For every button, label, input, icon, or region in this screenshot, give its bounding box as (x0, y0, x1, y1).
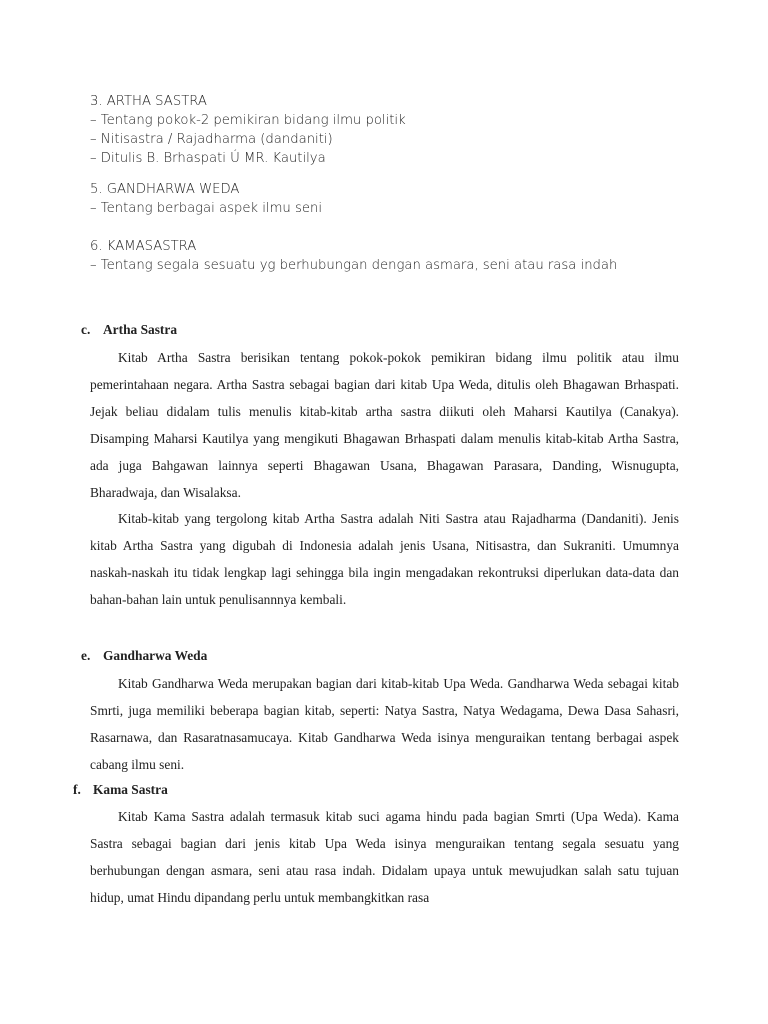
paragraph: Kitab Artha Sastra berisikan tentang pokok-pokok pemikiran bidang ilmu politik atau ilmu pemerintahaan negara. Artha Sastra sebagai bagian dari kitab Upa Weda, ditulis oleh Bhagawan Brhaspati. Jejak beliau didalam tulis menulis kitab-kitab artha sastra diikuti oleh Maharsi Kautilya (Canakya). Disamping Maharsi Kautilya yang mengikuti Bhagawan Brhaspati dalam menulis kitab-kitab Artha Sastra, ada juga Bahgawan lainnya seperti Bhagawan Usana, Bhagawan Parasara, Danding, Wisnugupta, Bharadwaja, dan Wisalaksa. (90, 350, 679, 500)
summary-line: – Tentang segala sesuatu yg berhubungan dengan asmara, seni atau rasa indah (90, 258, 618, 273)
paragraph: Kitab-kitab yang tergolong kitab Artha Sastra adalah Niti Sastra atau Rajadharma (Dandaniti). Jenis kitab Artha Sastra yang digubah di Indonesia adalah jenis Usana, Nitisastra, dan Sukraniti. Umumnya naskah-naskah itu tidak lengkap lagi sehingga bila ingin mengadakan rekontruksi diperlukan data-data dan bahan-bahan lain untuk penulisannnya kembali. (90, 511, 679, 607)
section-title: Gandharwa Weda (103, 648, 208, 663)
section-heading-artha-sastra (81, 322, 177, 338)
summary-kamasastra (90, 237, 730, 275)
section-heading-kama-sastra (73, 782, 168, 798)
section-heading-gandharwa-weda (81, 648, 207, 664)
section-title: Artha Sastra (103, 322, 178, 337)
summary-line: – Tentang berbagai aspek ilmu seni (90, 201, 322, 216)
paragraph: Kitab Kama Sastra adalah termasuk kitab suci agama hindu pada bagian Smrti (Upa Weda). Kama Sastra sebagai bagian dari jenis kitab Upa Weda isinya menguraikan tentang segala sesuatu yang berhubungan dengan asmara, seni atau rasa indah. Didalam upaya untuk mewujudkan salah satu tujuan hidup, umat Hindu dipandang perlu untuk membangkitkan rasa (90, 809, 679, 905)
summary-line: – Ditulis B. Brhaspati Ú MR. Kautilya (90, 151, 326, 166)
section-marker: e. (81, 648, 91, 663)
summary-heading: 3. ARTHA SASTRA (90, 94, 207, 109)
summary-gandharwa-weda (90, 180, 730, 218)
summary-artha-sastra (90, 92, 730, 168)
summary-line: – Tentang pokok-2 pemikiran bidang ilmu politik (90, 113, 406, 128)
paragraph: Kitab Gandharwa Weda merupakan bagian dari kitab-kitab Upa Weda. Gandharwa Weda sebagai kitab Smrti, juga memiliki beberapa bagian kitab, seperti: Natya Sastra, Natya Wedagama, Dewa Dasa Sahasri, Rasarnawa, dan Rasaratnasamucaya. Kitab Gandharwa Weda isinya menguraikan tentang berbagai aspek cabang ilmu seni. (90, 676, 679, 772)
section-title: Kama Sastra (93, 782, 168, 797)
summary-line: – Nitisastra / Rajadharma (dandaniti) (90, 132, 333, 147)
section-marker: f. (73, 782, 81, 797)
section-marker: c. (81, 322, 91, 337)
summary-heading: 6. KAMASASTRA (90, 239, 197, 254)
summary-heading: 5. GANDHARWA WEDA (90, 182, 240, 197)
